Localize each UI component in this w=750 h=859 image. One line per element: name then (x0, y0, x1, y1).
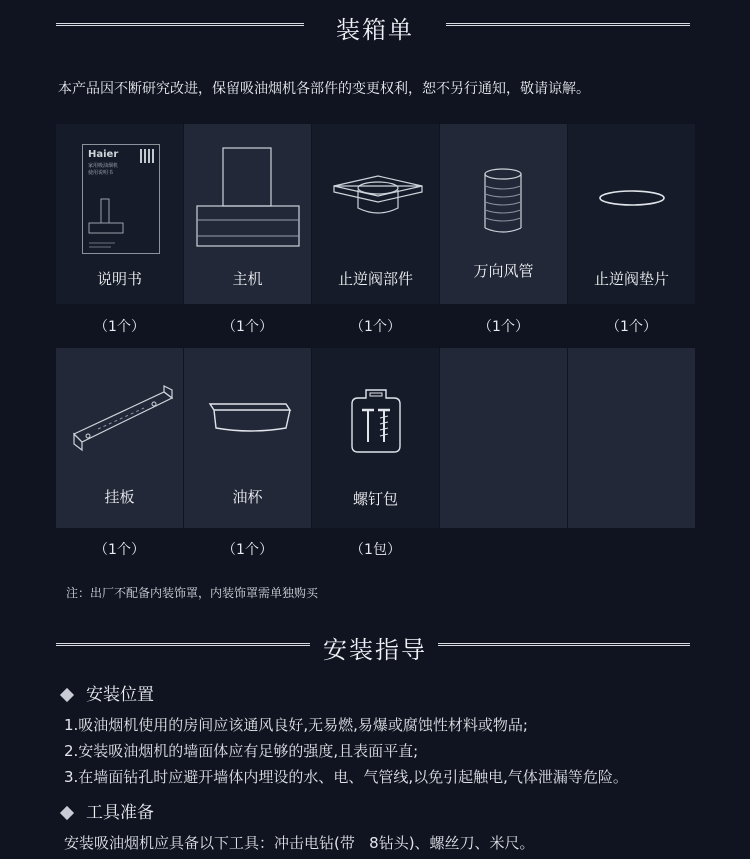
header-rule-left (56, 23, 304, 26)
install-guide-header (0, 626, 750, 666)
item-label: 止逆阀部件 (337, 270, 413, 288)
item-qty: （1个） (222, 319, 273, 335)
item-label: 万向风管 (473, 262, 534, 280)
oil-cup-icon (204, 394, 294, 444)
manual-line1: 家用吸油烟机 (88, 163, 119, 169)
item-cell-manual (56, 124, 183, 304)
item-qty: （1个） (350, 319, 401, 335)
item-cell-main-unit (184, 124, 311, 304)
item-qty: （1个） (94, 542, 145, 558)
packing-list-title: 装箱单 (336, 16, 414, 44)
manual-line2: 使用说明书 (88, 170, 114, 176)
packing-list-header (0, 6, 750, 46)
empty-cell (568, 348, 695, 528)
header-rule-right (438, 643, 690, 646)
diamond-bullet-icon (60, 688, 74, 702)
item-cell-mounting-plate (56, 348, 183, 528)
empty-cell (440, 348, 567, 528)
notice-text: 本产品因不断研究改进，保留吸油烟机各部件的变更权利，恕不另行通知，敬请谅解。 (58, 81, 590, 97)
mounting-plate-icon (68, 384, 178, 454)
install-position-heading (62, 680, 154, 705)
item-cell-screw-pack (312, 348, 439, 528)
item-label: 油杯 (232, 488, 263, 506)
item-cell-check-valve (312, 124, 439, 304)
note-text: 注：出厂不配备内装饰罩，内装饰罩需单独购买 (66, 586, 319, 600)
item-qty: （1个） (222, 542, 273, 558)
duct-icon (473, 166, 533, 246)
range-hood-icon (194, 142, 304, 252)
section-heading-text: 工具准备 (86, 803, 154, 823)
item-qty: （1个） (478, 319, 529, 335)
item-qty: （1个） (606, 319, 657, 335)
tools-line: 安装吸油烟机应具备以下工具：冲击电钻(带 8钻头)、螺丝刀、米尺。 (64, 834, 535, 852)
section-heading-text: 安装位置 (86, 685, 154, 705)
item-cell-gasket (568, 124, 695, 304)
manual-brand: Haier (88, 149, 119, 160)
install-line: 1.吸油烟机使用的房间应该通风良好,无易燃,易爆或腐蚀性材料或物品; (64, 716, 528, 734)
item-qty: （1个） (94, 319, 145, 335)
header-rule-left (56, 643, 310, 646)
manual-hood-sketch-icon (83, 145, 159, 253)
item-qty: （1包） (350, 542, 401, 558)
check-valve-icon (328, 172, 428, 242)
tools-heading (62, 798, 154, 823)
install-line: 2.安装吸油烟机的墙面体应有足够的强度,且表面平直; (64, 742, 419, 760)
item-cell-oil-cup (184, 348, 311, 528)
screw-pack-icon (346, 386, 406, 456)
manual-icon (82, 144, 160, 254)
item-label: 止逆阀垫片 (593, 270, 669, 288)
diamond-bullet-icon (60, 806, 74, 820)
header-rule-right (446, 23, 690, 26)
item-cell-duct (440, 124, 567, 304)
item-label: 说明书 (96, 270, 142, 288)
item-label: 主机 (232, 270, 263, 288)
gasket-icon (592, 184, 672, 214)
item-label: 螺钉包 (352, 490, 398, 508)
install-guide-title: 安装指导 (323, 636, 427, 664)
install-line: 3.在墙面钻孔时应避开墙体内埋设的水、电、气管线,以免引起触电,气体泄漏等危险。 (64, 768, 628, 786)
item-label: 挂板 (104, 488, 135, 506)
